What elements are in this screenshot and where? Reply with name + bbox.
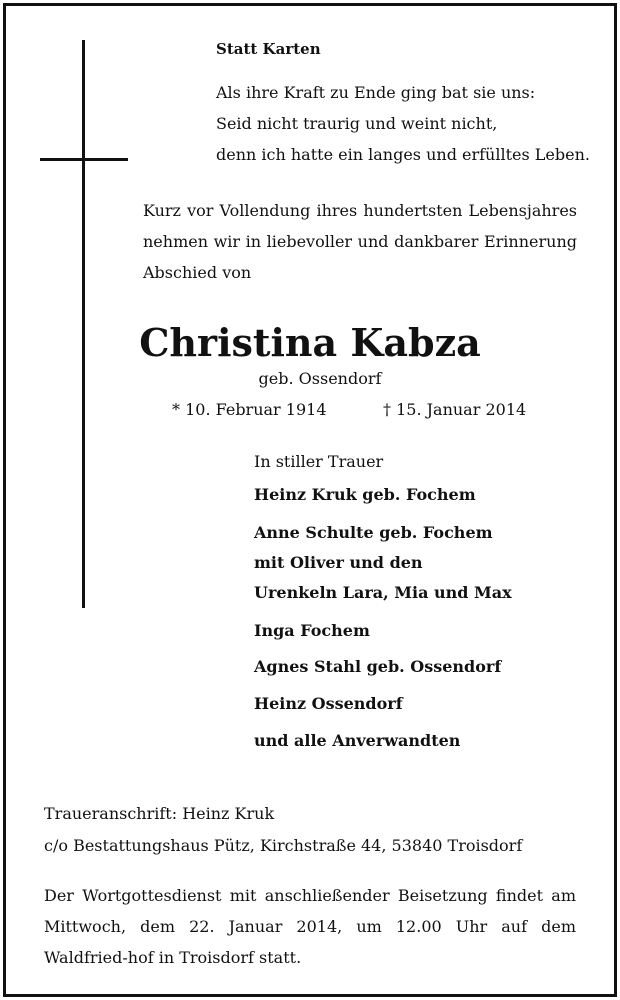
death-date: † 15. Januar 2014 <box>383 400 527 419</box>
mourner-name: Heinz Ossendorf <box>254 694 403 713</box>
statt-karten-heading: Statt Karten <box>216 40 321 58</box>
birth-date: * 10. Februar 1914 <box>172 400 327 419</box>
mourner-name: mit Oliver und den <box>254 553 423 572</box>
cross-horizontal-bar <box>40 158 128 161</box>
mourner-name: Urenkeln Lara, Mia und Max <box>254 583 512 602</box>
address-line: c/o Bestattungshaus Pütz, Kirchstraße 44, 53840 Troisdorf <box>44 836 523 855</box>
service-notice: Der Wortgottesdienst mit anschließender Beisetzung findet am Mittwoch, dem 22. Januar 2014, um 12.00 Uhr auf dem Waldfried-hof in Troisdorf statt. <box>44 886 576 967</box>
mourner-name: und alle Anverwandten <box>254 731 461 750</box>
mourner-name: Inga Fochem <box>254 621 370 640</box>
quote-line: Als ihre Kraft zu Ende ging bat sie uns: <box>216 83 536 102</box>
address-line: Traueranschrift: Heinz Kruk <box>44 804 275 823</box>
intro-paragraph: Kurz vor Vollendung ihres hundertsten Lebensjahres nehmen wir in liebevoller und dankbarer Erinnerung Abschied von <box>143 201 577 282</box>
mourner-name: Agnes Stahl geb. Ossendorf <box>254 657 502 676</box>
mourner-name: Anne Schulte geb. Fochem <box>254 523 493 542</box>
maiden-name: geb. Ossendorf <box>258 369 382 388</box>
quote-line: denn ich hatte ein langes und erfülltes Leben. <box>216 145 590 164</box>
mourning-address <box>44 798 522 862</box>
quote-block <box>216 77 590 170</box>
mourners-heading: In stiller Trauer <box>254 452 384 471</box>
mourner-name: Heinz Kruk geb. Fochem <box>254 485 476 504</box>
deceased-name: Christina Kabza <box>139 320 481 365</box>
quote-line: Seid nicht traurig und weint nicht, <box>216 114 498 133</box>
